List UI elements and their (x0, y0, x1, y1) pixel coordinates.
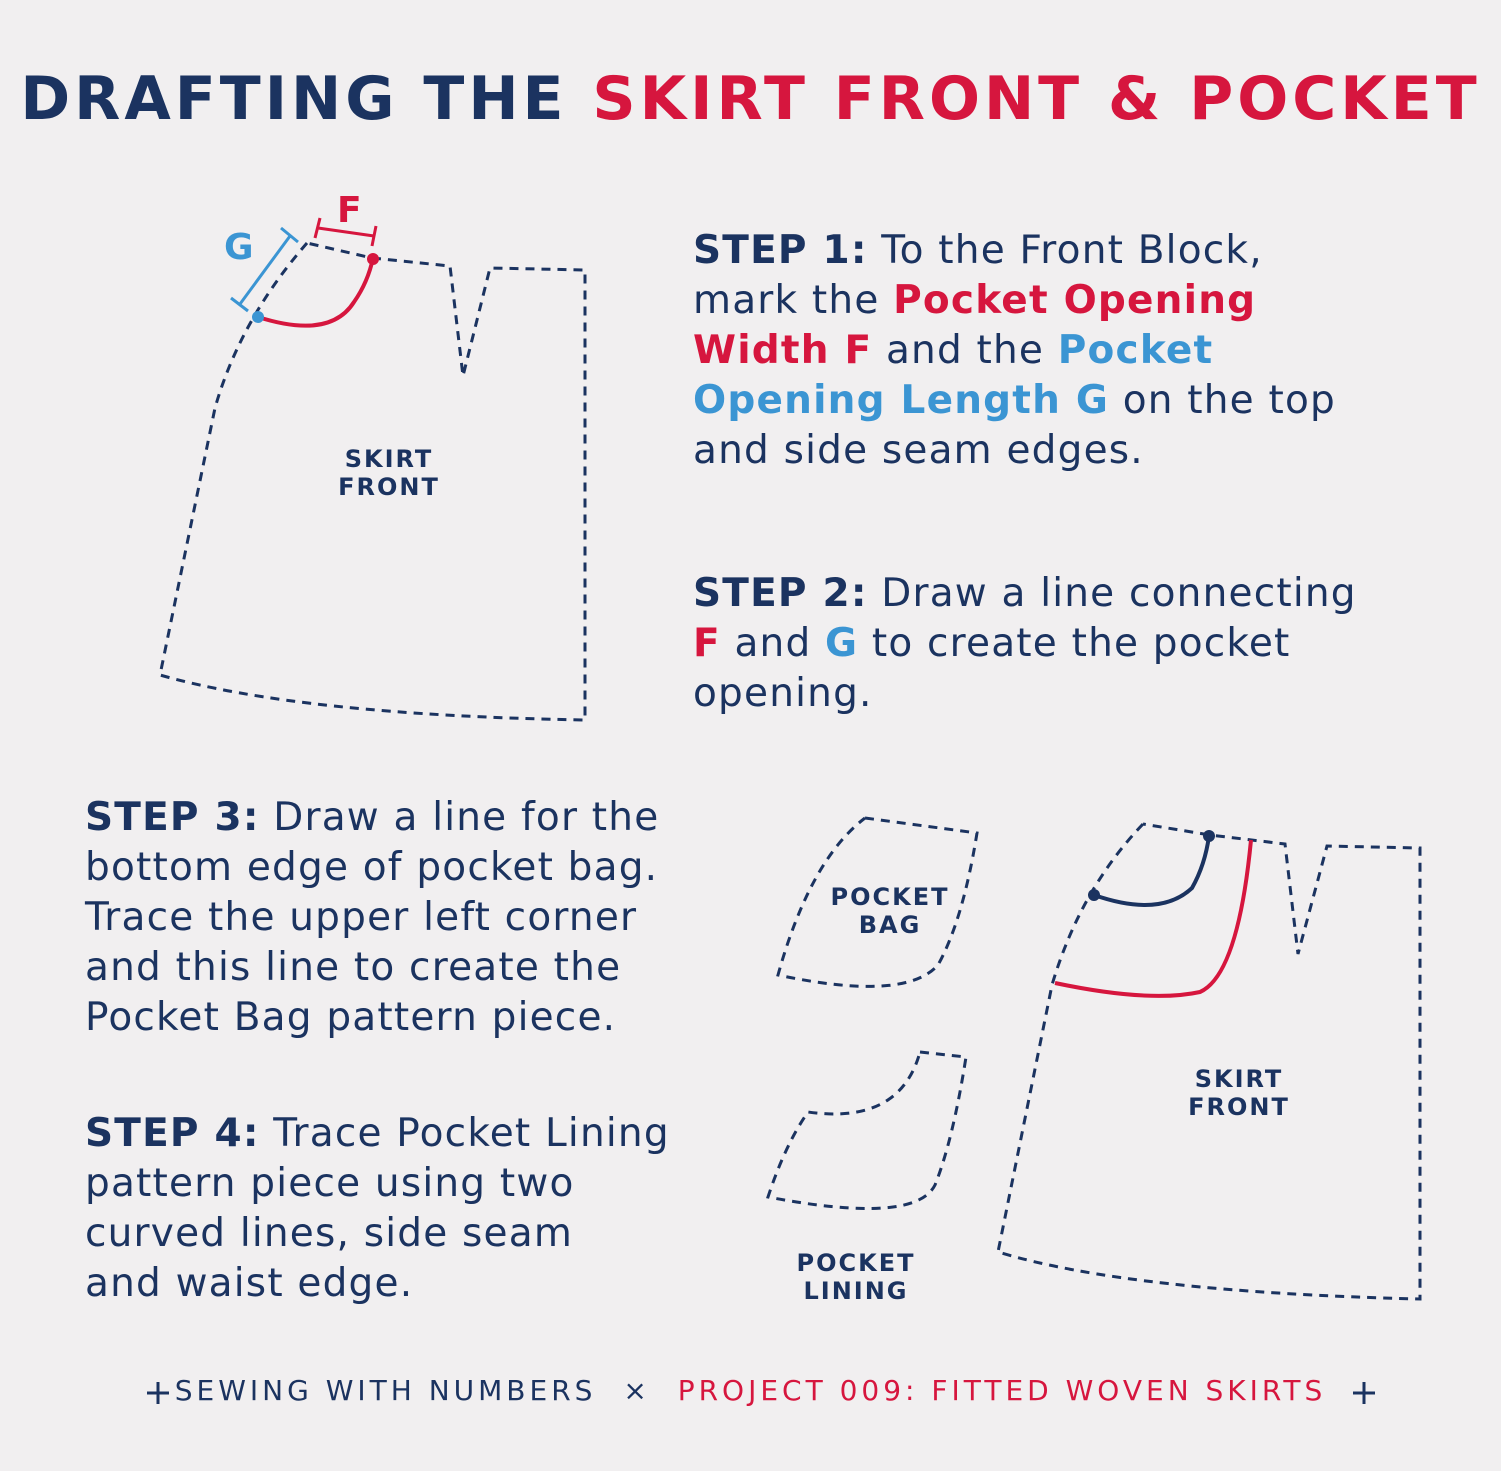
step-2-text-b: and (720, 621, 826, 666)
skirt-front-label-2b: FRONT (1188, 1093, 1290, 1121)
pocket-bag-diagram (778, 818, 977, 986)
step-4-heading: STEP 4: (85, 1111, 260, 1156)
skirt-front-diagram-1 (160, 190, 585, 720)
step-2-g: G (825, 621, 859, 666)
measure-f-tick-right (372, 226, 376, 246)
point-f-marker-2 (1203, 830, 1215, 842)
step-4-line-4: and waist edge. (85, 1261, 414, 1306)
step-1-highlight-g-a: Pocket (1057, 328, 1214, 373)
step-2-text-d: opening. (693, 671, 873, 716)
measure-g-tick-top (281, 228, 298, 242)
step-2-text-c: to create the pocket (858, 621, 1291, 666)
title-part-navy: DRAFTING THE (20, 64, 593, 134)
step-3-heading: STEP 3: (85, 795, 260, 840)
point-g-marker (252, 311, 264, 323)
pocket-lining-label-b: LINING (803, 1277, 909, 1305)
pocket-lining-label-a: POCKET (796, 1249, 916, 1277)
pocket-lining-outline (768, 1052, 966, 1209)
step-4 (85, 1109, 670, 1309)
measure-g-tick-bottom (231, 298, 248, 311)
skirt-front-label-1a: SKIRT (344, 445, 434, 473)
footer-left: SEWING WITH NUMBERS (174, 1374, 597, 1407)
label-g: G (224, 227, 254, 268)
skirt-front-diagram-2 (998, 824, 1420, 1299)
step-4-line-2: pattern piece using two (85, 1161, 575, 1206)
step-3 (85, 793, 659, 1043)
step-4-line-1: Trace Pocket Lining (259, 1111, 670, 1156)
step-2 (693, 569, 1357, 719)
step-1-highlight-g-b: Opening Length G (693, 378, 1110, 423)
step-1-text-e: and side seam edges. (693, 428, 1144, 473)
step-1-text-a: To the Front Block, (867, 228, 1263, 273)
step-2-text-a: Draw a line connecting (867, 571, 1357, 616)
step-1 (693, 226, 1336, 476)
pocket-lining-diagram (768, 1052, 966, 1305)
skirt-front-label-1b: FRONT (338, 473, 440, 501)
step-1-text-c: and the (872, 328, 1058, 373)
step-1-highlight-f-b: Width F (693, 328, 873, 373)
footer-separator: × (623, 1374, 651, 1407)
step-3-line-1: Draw a line for the (259, 795, 660, 840)
pocket-opening-curve (258, 258, 373, 326)
step-3-line-3: Trace the upper left corner (85, 895, 638, 940)
footer (0, 1374, 1501, 1407)
pocket-bag-label-a: POCKET (830, 883, 950, 911)
pocket-opening-curve-2 (1094, 836, 1209, 905)
step-2-heading: STEP 2: (693, 571, 868, 616)
pocket-bag-label-b: BAG (858, 911, 922, 939)
step-3-line-4: and this line to create the (85, 945, 622, 990)
footer-right: PROJECT 009: FITTED WOVEN SKIRTS (677, 1374, 1327, 1407)
step-4-line-3: curved lines, side seam (85, 1211, 574, 1256)
step-1-text-d: on the top (1109, 378, 1336, 423)
step-1-text-b: mark the (693, 278, 894, 323)
step-1-highlight-f-a: Pocket Opening (893, 278, 1257, 323)
point-f-marker (367, 253, 379, 265)
step-2-f: F (693, 621, 721, 666)
step-3-line-5: Pocket Bag pattern piece. (85, 995, 617, 1040)
title-part-red: SKIRT FRONT & POCKET (592, 64, 1481, 134)
skirt-front-outline-2 (998, 824, 1420, 1299)
skirt-front-label-2a: SKIRT (1194, 1065, 1284, 1093)
pocket-bag-bottom-line (1055, 840, 1251, 996)
point-g-marker-2 (1088, 889, 1100, 901)
step-1-heading: STEP 1: (693, 228, 868, 273)
label-f: F (337, 190, 362, 231)
step-3-line-2: bottom edge of pocket bag. (85, 845, 659, 890)
